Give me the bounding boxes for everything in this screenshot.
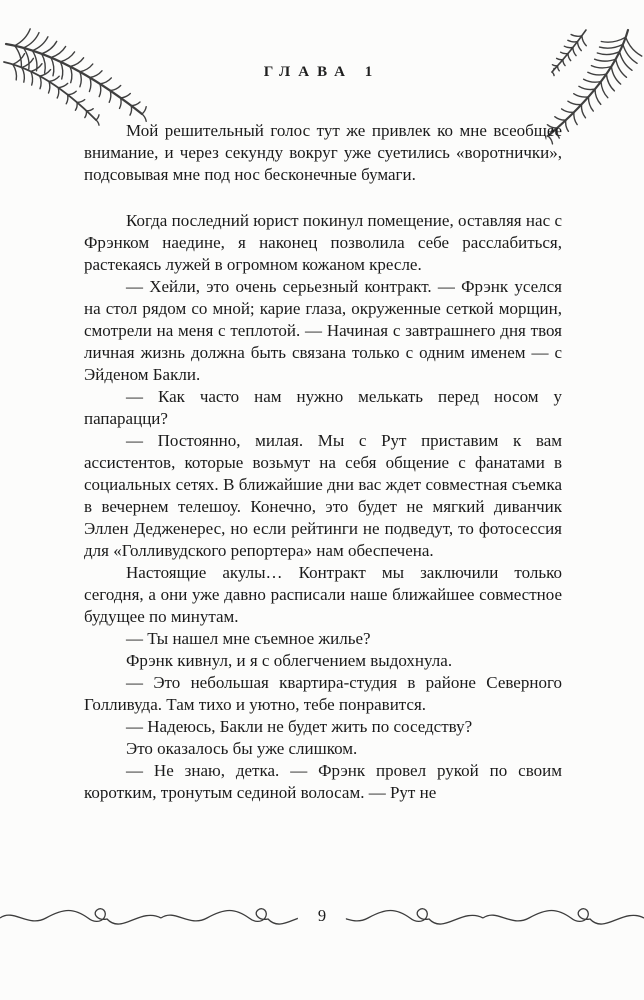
paragraph: Когда последний юрист покинул помещение, оставляя нас с Фрэнком наедине, я наконец позволила себе расслабиться, растекаясь лужей в огромном кожаном кресле. [84,211,562,274]
chapter-heading: ГЛАВА 1 [263,64,381,80]
paragraph: — Постоянно, милая. Мы с Рут приставим к вам ассистентов, которые возьмут на себя общение с фанатами в социальных сетях. В ближайшие дни вас ждет совместная съемка в вечернем телешоу. Конечно, это будет не мягкий диванчик Эллен Дедженерес, но если рейтинги не подведут, то фотосессия для «Голливудского репортера» нам обеспечена. [84,431,562,560]
paragraph: — Надеюсь, Бакли не будет жить по соседству? [126,717,473,736]
paragraph: — Хейли, это очень серьезный контракт. — Фрэнк уселся на стол рядом со мной; карие глаза, окруженные сеткой морщин, смотрели на меня с теплотой. — Начиная с завтрашнего дня твоя личная жизнь должна быть связана только с одним именем — с Эйденом Бакли. [84,277,562,384]
palm-leaf-icon [4,36,154,126]
paragraph: Это оказалось бы уже слишком. [126,739,358,758]
body-text [84,120,562,804]
paragraph: Мой решительный голос тут же привлек ко мне всеобщее внимание, и через секунду вокруг уже суетились «воротнички», подсовывая мне под нос бесконечные бумаги. [84,121,562,184]
page-number: 9 [298,906,346,926]
paragraph: Фрэнк кивнул, и я с облегчением выдохнула. [126,651,453,670]
paragraph: — Не знаю, детка. — Фрэнк провел рукой по своим коротким, тронутым сединой волосам. — Рут не [84,761,562,802]
paragraph: — Ты нашел мне съемное жилье? [126,629,371,648]
paragraph: — Как часто нам нужно мелькать перед носом у папарацци? [84,387,562,428]
paragraph: — Это небольшая квартира-студия в районе Северного Голливуда. Там тихо и уютно, тебе понравится. [84,673,562,714]
paragraph: Настоящие акулы… Контракт мы заключили только сегодня, а они уже давно расписали наше ближайшее совместное будущее по минутам. [84,563,562,626]
